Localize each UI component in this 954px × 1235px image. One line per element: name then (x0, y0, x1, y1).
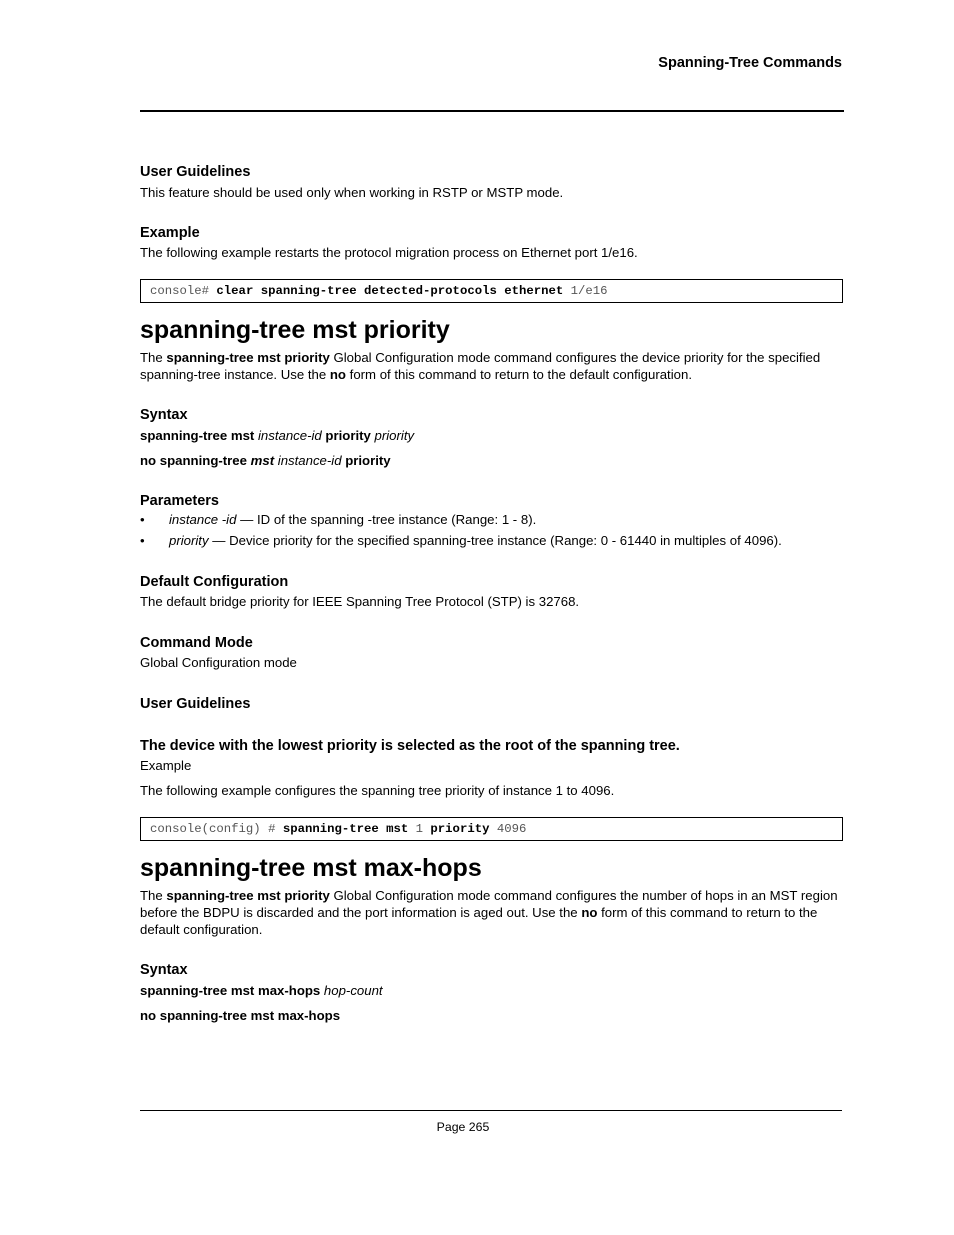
mst-max-hops-description: The spanning-tree mst priority Global Configuration mode command configures the number of hops in an MST region before the BDPU is discarded and the port information is aged out. Use the no form of this command to return to the default configuration. (140, 888, 838, 937)
parameter-item: instance -id — ID of the spanning -tree instance (Range: 1 - 8). (169, 512, 537, 527)
default-configuration-heading: Default Configuration (140, 574, 289, 590)
parameters-heading: Parameters (140, 493, 219, 509)
user-guidelines-heading: User Guidelines (140, 696, 251, 712)
syntax-line-2: no spanning-tree mst instance-id priority (140, 453, 391, 468)
parameter-item: priority — Device priority for the specified spanning-tree instance (Range: 0 - 61440 in multiples of 4096). (169, 533, 782, 548)
example-label: Example (140, 758, 192, 773)
code-prompt: console(config) # (150, 822, 283, 836)
page-header-title: Spanning-Tree Commands (658, 55, 842, 71)
syntax-line-1: spanning-tree mst instance-id priority priority (140, 428, 415, 443)
section-title-mst-priority: spanning-tree mst priority (140, 316, 450, 344)
code-argument: 1/e16 (563, 284, 608, 298)
syntax-heading: Syntax (140, 407, 188, 423)
syntax-heading: Syntax (140, 962, 188, 978)
footer-divider (140, 1110, 842, 1111)
mst-priority-description: The spanning-tree mst priority Global Configuration mode command configures the device priority for the specified spanning-tree instance. Use the no form of this command to return to the default configuration. (140, 350, 821, 382)
command-mode-heading: Command Mode (140, 635, 253, 651)
code-example-mst-priority (140, 817, 843, 841)
bullet-icon: • (140, 512, 145, 527)
page-number: Page 265 (436, 1120, 490, 1134)
header-divider (140, 110, 844, 112)
code-command: spanning-tree mst (282, 822, 409, 836)
bullet-icon: • (140, 533, 145, 548)
example-text: The following example restarts the protocol migration process on Ethernet port 1/e16. (140, 245, 638, 260)
syntax-line-2: no spanning-tree mst max-hops (140, 1008, 341, 1023)
command-mode-text: Global Configuration mode (140, 655, 297, 670)
code-example-clear-detected-protocols (140, 279, 843, 303)
user-guidelines-bold-note: The device with the lowest priority is selected as the root of the spanning tree. (140, 738, 680, 754)
code-argument: 4096 (489, 822, 527, 836)
default-configuration-text: The default bridge priority for IEEE Spanning Tree Protocol (STP) is 32768. (140, 594, 580, 609)
example-text: The following example configures the spanning tree priority of instance 1 to 4096. (140, 783, 615, 798)
user-guidelines-heading: User Guidelines (140, 164, 251, 180)
syntax-line-1: spanning-tree mst max-hops hop-count (140, 983, 383, 998)
code-argument: 1 (408, 822, 431, 836)
example-heading: Example (140, 225, 200, 241)
code-command: clear spanning-tree detected-protocols ethernet (216, 284, 564, 298)
code-command: priority (430, 822, 490, 836)
code-prompt: console# (150, 284, 217, 298)
section-title-mst-max-hops: spanning-tree mst max-hops (140, 854, 482, 882)
user-guidelines-text: This feature should be used only when working in RSTP or MSTP mode. (140, 185, 564, 200)
